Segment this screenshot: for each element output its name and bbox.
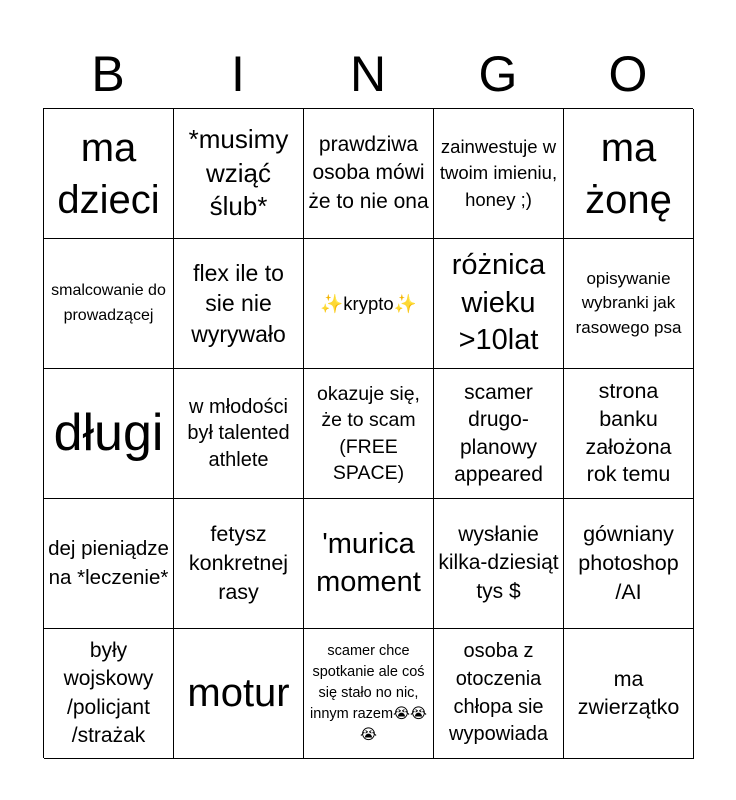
bingo-cell[interactable]: [174, 369, 304, 499]
bingo-cell[interactable]: [174, 499, 304, 629]
bingo-cell[interactable]: [174, 239, 304, 369]
header-letter-g: G: [478, 46, 518, 102]
bingo-cell[interactable]: [304, 499, 434, 629]
bingo-cell-text: scamer drugo-planowy appeared: [454, 380, 543, 486]
bingo-cell[interactable]: [304, 239, 434, 369]
bingo-cell-text: opisywanie wybranki jak rasowego psa: [575, 269, 682, 337]
bingo-board: [43, 108, 693, 758]
bingo-cell[interactable]: [44, 239, 174, 369]
bingo-cell-text: długi: [53, 404, 164, 463]
bingo-cell-text: dej pieniądze na *leczenie*: [48, 536, 169, 589]
bingo-cell[interactable]: [174, 109, 304, 239]
bingo-cell[interactable]: [174, 629, 304, 759]
bingo-cell[interactable]: [434, 369, 564, 499]
bingo-cell-text: *musimy wziąć ślub*: [188, 123, 289, 222]
bingo-cell[interactable]: [44, 109, 174, 239]
bingo-cell-text: motur: [187, 671, 290, 716]
bingo-cell-text: smalcowanie do prowadzącej: [51, 281, 166, 324]
bingo-cell-text: ✨krypto✨: [320, 292, 417, 314]
bingo-cell[interactable]: [434, 239, 564, 369]
bingo-cell-text: strona banku założona rok temu: [585, 378, 672, 487]
bingo-cell[interactable]: [434, 499, 564, 629]
bingo-cell[interactable]: [44, 629, 174, 759]
bingo-cell-text: scamer chce spotkanie ale coś się stało no nic, innym razem😭😭😭: [310, 642, 427, 744]
bingo-cell-text: prawdziwa osoba mówi że to nie ona: [308, 132, 429, 213]
bingo-cell[interactable]: [564, 109, 694, 239]
bingo-cell-text: osoba z otoczenia chłopa sie wypowiada: [449, 640, 548, 746]
bingo-cell[interactable]: [304, 629, 434, 759]
header-letter-b: B: [91, 46, 125, 102]
header-letter-o: O: [608, 46, 648, 102]
bingo-cell-text: gówniany photoshop /AI: [578, 521, 679, 604]
bingo-cell[interactable]: [304, 369, 434, 499]
bingo-cell[interactable]: [44, 499, 174, 629]
bingo-cell[interactable]: [564, 629, 694, 759]
header-letter-n: N: [349, 46, 387, 102]
bingo-cell-text: flex ile to sie nie wyrywało: [191, 259, 286, 347]
header-letter-i: I: [231, 46, 245, 102]
bingo-cell[interactable]: [44, 369, 174, 499]
bingo-cell-text: okazuje się, że to scam (FREE SPACE): [317, 382, 420, 484]
bingo-cell[interactable]: [304, 109, 434, 239]
bingo-cell-text: zainwestuje w twoim imieniu, honey ;): [439, 136, 558, 210]
bingo-cell-text: w młodości był talented athlete: [187, 395, 290, 471]
bingo-cell-text: ma dzieci: [57, 125, 160, 222]
bingo-cell-text: różnica wieku >10lat: [451, 248, 546, 357]
bingo-cell[interactable]: [434, 109, 564, 239]
bingo-cell[interactable]: [564, 499, 694, 629]
bingo-cell-text: ma zwierzątko: [577, 666, 680, 719]
bingo-cell-text: fetysz konkretnej rasy: [188, 521, 289, 604]
bingo-cell[interactable]: [564, 369, 694, 499]
bingo-cell-text: 'murica moment: [316, 527, 421, 598]
bingo-cell-text: ma żonę: [585, 125, 672, 222]
bingo-cell-text: wysłanie kilka-dziesiąt tys $: [438, 522, 559, 603]
bingo-header: [43, 40, 693, 108]
bingo-cell[interactable]: [564, 239, 694, 369]
bingo-cell[interactable]: [434, 629, 564, 759]
bingo-cell-text: były wojskowy /policjant /strażak: [63, 638, 154, 747]
